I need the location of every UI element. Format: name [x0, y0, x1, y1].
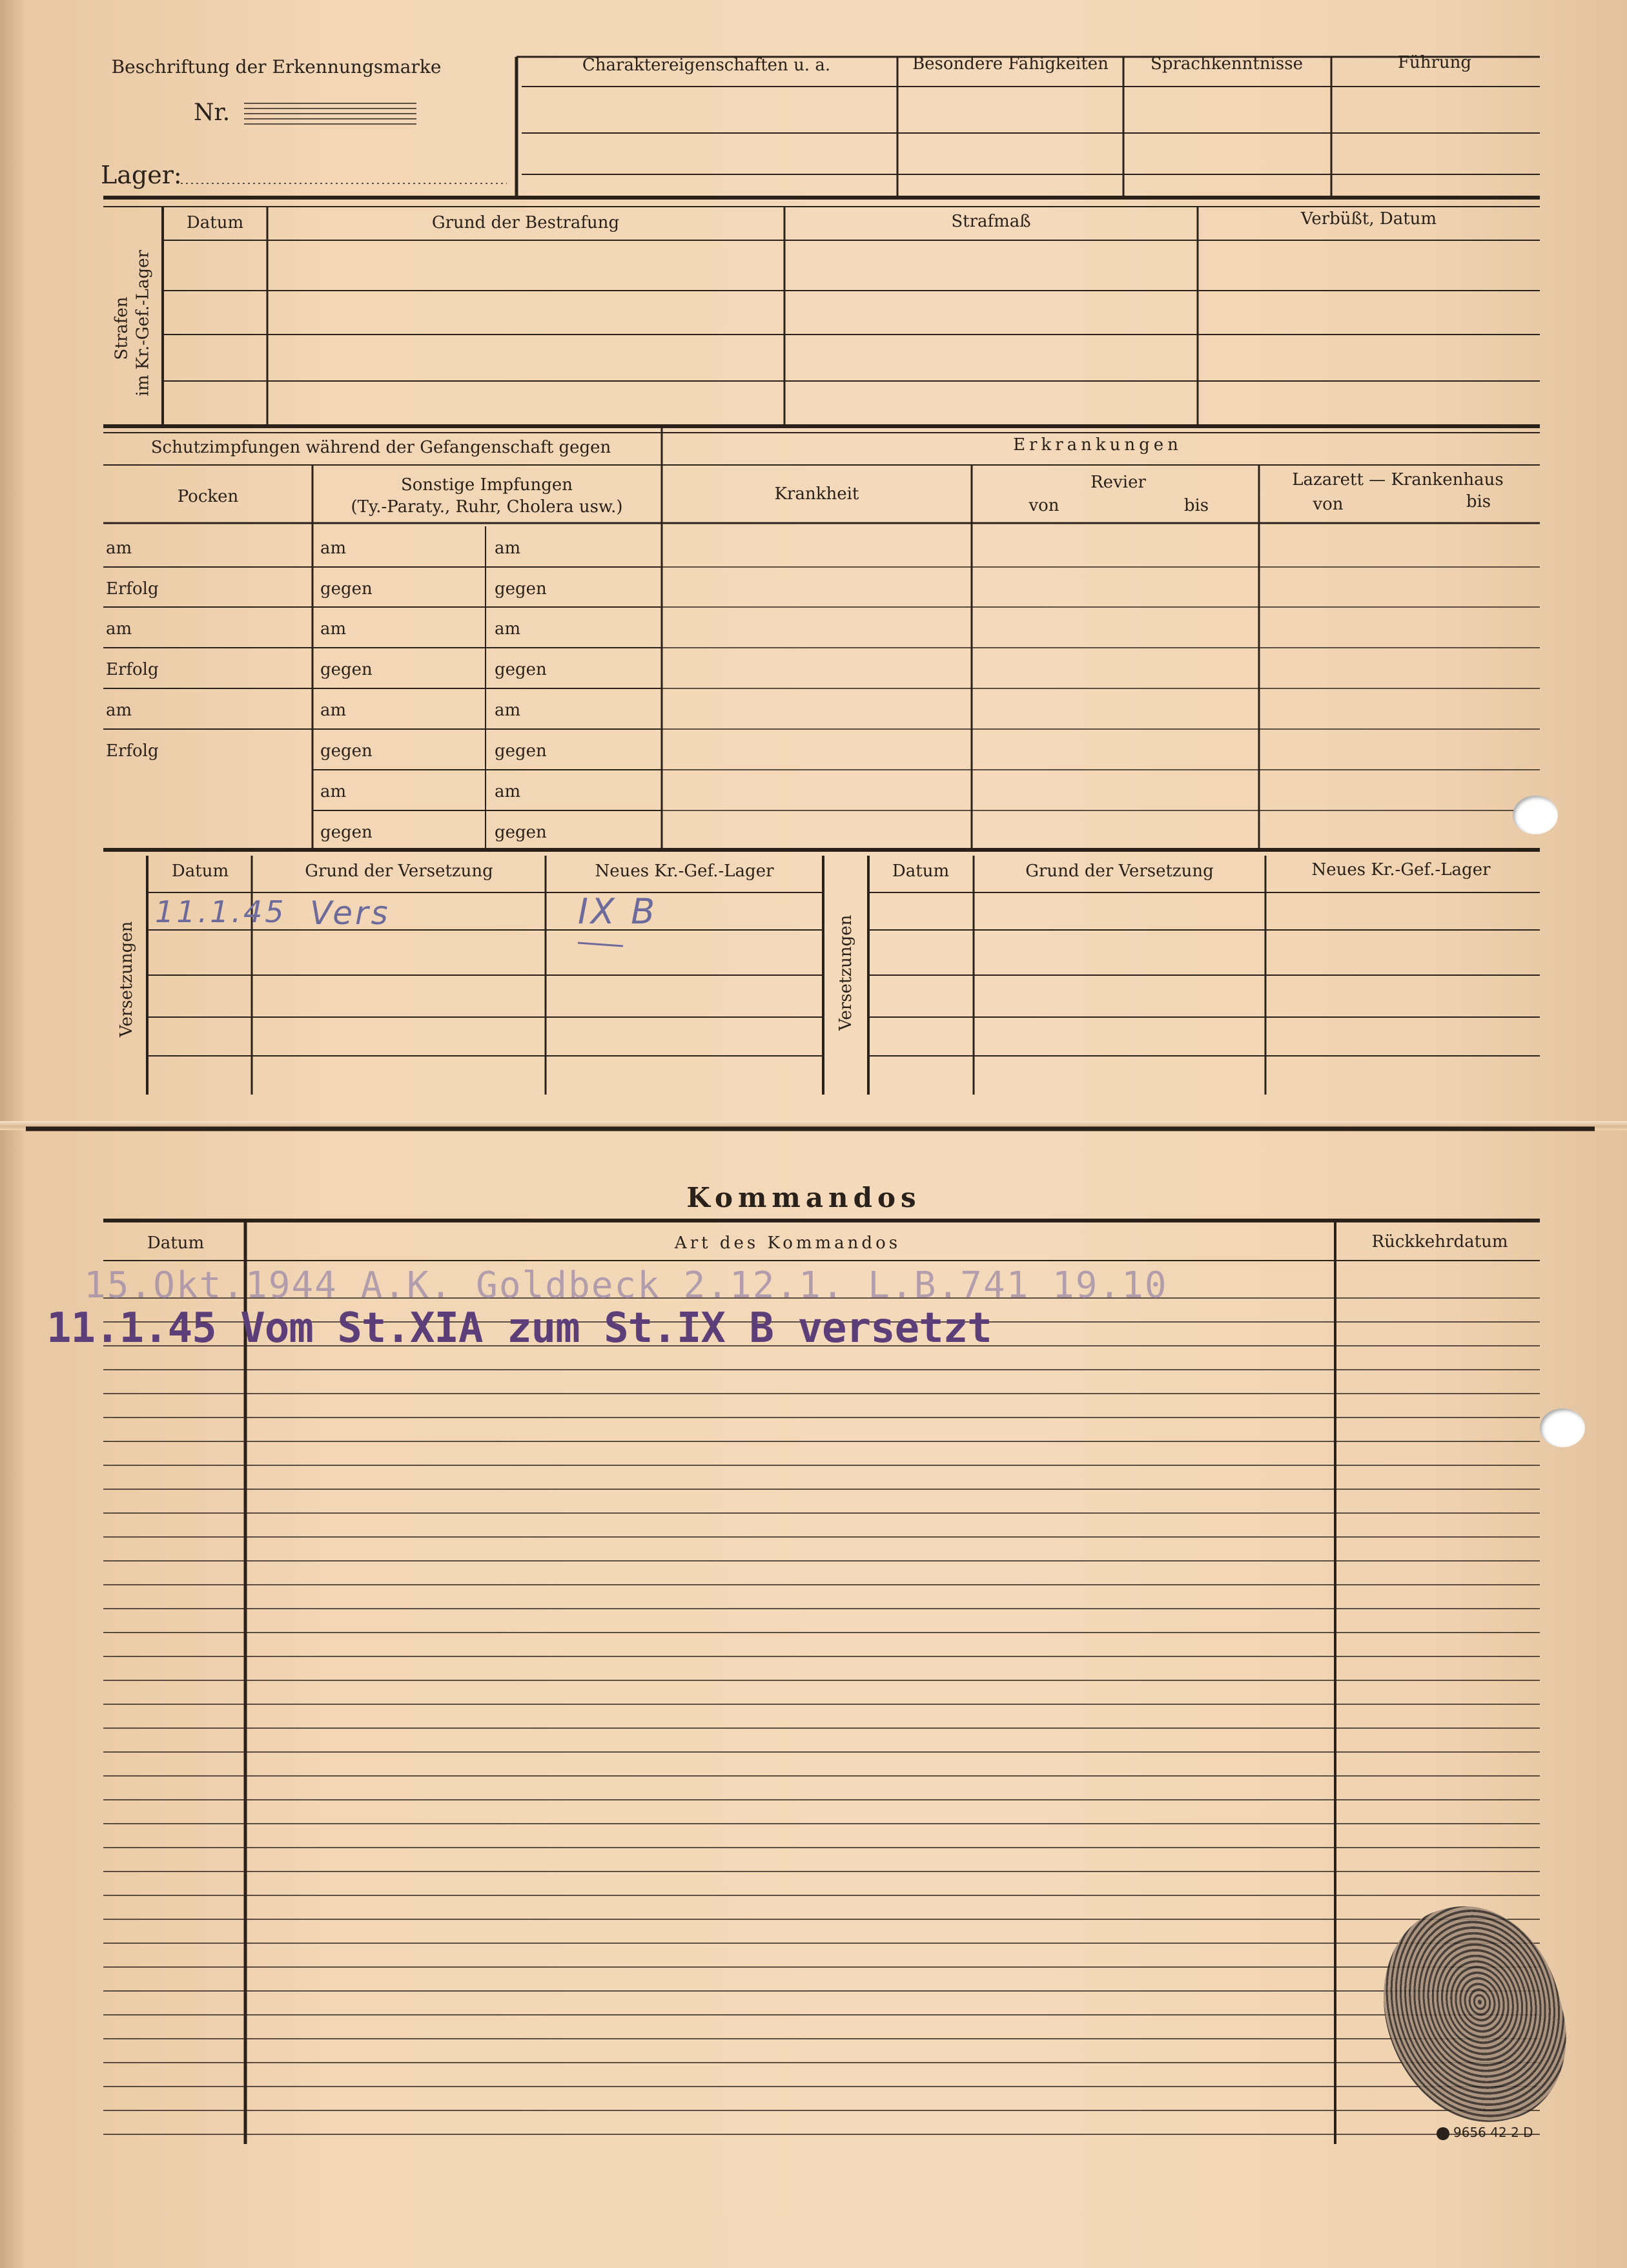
print-code: 9656 42 2 D	[1437, 2126, 1533, 2140]
strafen-side-label: Strafen im Kr.-Gef.-Lager	[112, 250, 152, 397]
strafen-col-grund: Grund der Bestrafung	[431, 213, 620, 232]
vers-col-datum-right: Datum	[892, 861, 950, 881]
vers-col-lager-right: Neues Kr.-Gef.-Lager	[1311, 860, 1491, 880]
kommandos-title: Kommandos	[686, 1182, 921, 1213]
sonstige-row-label: gegen	[495, 741, 547, 761]
impfungen-header: Schutzimpfungen während der Gefangenschaft gegen	[150, 438, 611, 457]
kommandos-col-rueckkehr: Rückkehrdatum	[1371, 1232, 1508, 1252]
pocken-row-label: Erfolg	[106, 660, 159, 679]
kommandos-col-art: Art des Kommandos	[674, 1233, 901, 1253]
lazarett-von-label: von	[1313, 495, 1344, 514]
sonstige-row-label: gegen	[320, 741, 373, 761]
sonstige-row-label: gegen	[320, 823, 373, 842]
versetzungen-side-label-right: Versetzungen	[835, 914, 855, 1031]
pocken-row-label: Erfolg	[106, 741, 159, 761]
col-fuehrung: Führung	[1397, 53, 1472, 72]
vers-entry-grund: Vers	[310, 894, 391, 932]
sonstige-row-label: gegen	[495, 579, 547, 599]
vers-col-grund-left: Grund der Versetzung	[305, 861, 493, 881]
punch-hole-upper	[1513, 796, 1558, 834]
sonstige-row-label: am	[495, 782, 521, 801]
lager-label: Lager:	[101, 161, 182, 189]
revier-label: Revier	[1090, 473, 1146, 492]
sonstige-row-label: gegen	[320, 660, 373, 679]
col-faehigkeiten: Besondere Fähigkeiten	[912, 54, 1109, 74]
vers-entry-datum: 11.1.45	[155, 894, 287, 929]
pocken-row-label: am	[106, 539, 132, 558]
vers-col-lager-left: Neues Kr.-Gef.-Lager	[595, 861, 774, 881]
vers-col-datum-left: Datum	[171, 861, 229, 881]
sonstige-row-label: am	[495, 619, 521, 639]
pocken-label: Pocken	[177, 487, 239, 506]
sonstige-row-label: am	[320, 701, 347, 720]
sonstige-row-label: am	[495, 701, 521, 720]
lazarett-bis-label: bis	[1466, 492, 1491, 511]
kommandos-col-datum: Datum	[147, 1233, 205, 1253]
krankheit-label: Krankheit	[774, 484, 859, 504]
strafen-col-datum: Datum	[186, 213, 244, 232]
lazarett-label: Lazarett — Krankenhaus	[1292, 470, 1504, 490]
erkennungsmarke-label: Beschriftung der Erkennungsmarke	[111, 56, 442, 77]
vers-col-grund-right: Grund der Versetzung	[1025, 861, 1214, 881]
pocken-row-label: Erfolg	[106, 579, 159, 599]
col-sprachkenntnisse: Sprachkenntnisse	[1151, 54, 1303, 74]
strafen-col-verbuesst: Verbüßt, Datum	[1300, 209, 1437, 229]
col-charakter: Charaktereigenschaften u. a.	[582, 56, 831, 75]
revier-von-label: von	[1028, 496, 1059, 515]
sonstige-row-label: gegen	[320, 579, 373, 599]
vers-entry-lager: IX B	[578, 891, 658, 932]
kommando-stamp-faint: 15.Okt.1944 A.K. Goldbeck 2.12.1. L.B.741 19.10	[84, 1264, 1168, 1306]
sonstige-row-label: am	[495, 539, 521, 558]
versetzungen-side-label-left: Versetzungen	[116, 921, 136, 1037]
sonstige-row-label: am	[320, 782, 347, 801]
strafen-col-strafmass: Strafmaß	[951, 212, 1031, 231]
pocken-row-label: am	[106, 619, 132, 639]
sonstige-impfungen-label: Sonstige Impfungen	[400, 475, 573, 495]
sonstige-row-label: gegen	[495, 823, 547, 842]
sonstige-row-label: am	[320, 619, 347, 639]
printer-mark-icon	[1437, 2127, 1449, 2140]
punch-hole-lower	[1540, 1408, 1585, 1447]
kommando-stamp-versetzt: 11.1.45 Vom St.XIA zum St.IX B versetzt	[46, 1304, 992, 1352]
pocken-row-label: am	[106, 701, 132, 720]
erkrankungen-header: Erkrankungen	[1013, 435, 1182, 455]
sonstige-impfungen-detail: (Ty.-Paraty., Ruhr, Cholera usw.)	[351, 497, 623, 517]
nr-label: Nr.	[194, 99, 230, 126]
sonstige-row-label: am	[320, 539, 347, 558]
revier-bis-label: bis	[1183, 496, 1209, 515]
sonstige-row-label: gegen	[495, 660, 547, 679]
